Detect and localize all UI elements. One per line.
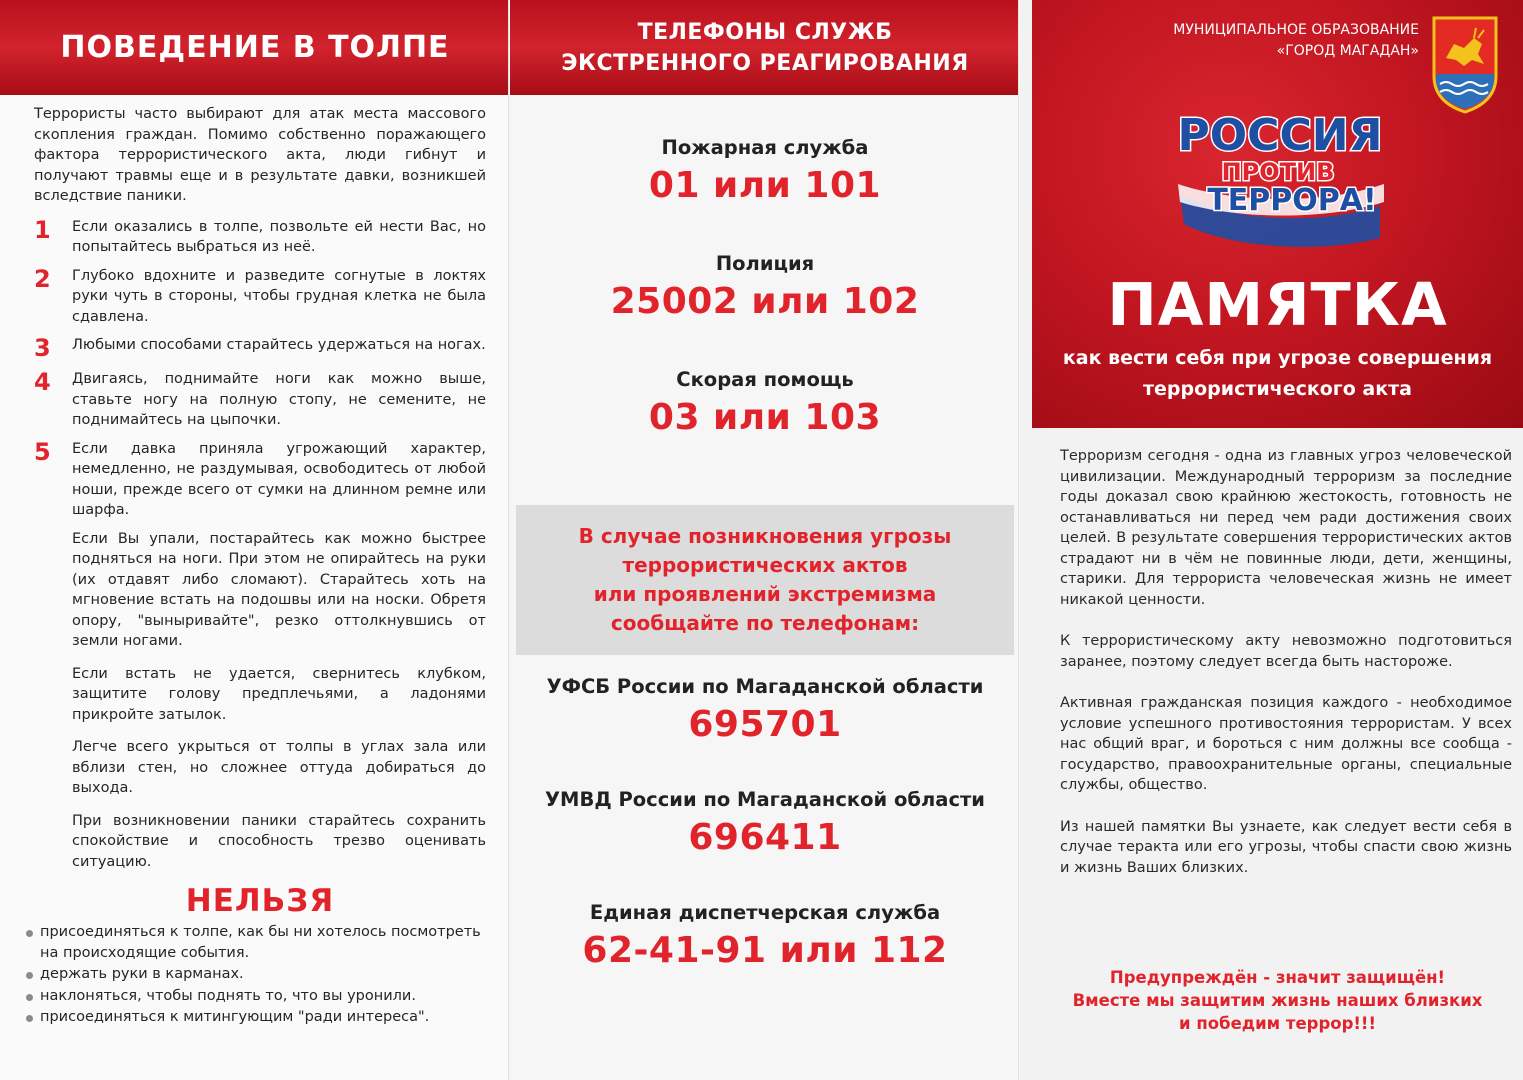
contact-label: УФСБ России по Магаданской области [546,675,984,698]
threat-line: сообщайте по телефонам: [610,611,920,635]
list-item [34,369,486,431]
list-item: держать руки в карманах. [26,964,486,985]
slogan-line: и победим террор!!! [1179,1014,1376,1033]
panel-title-line: ТЕЛЕФОНЫ СЛУЖБ [637,19,893,45]
step-text: Двигаясь, поднимайте ноги как можно выше, ставьте ногу на полную стопу, не семените, не поднимайтесь на цыпочки. [72,371,486,428]
service-phone: 01 или 101 [648,165,882,206]
slogan-line: Предупреждён - значит защищён! [1109,968,1446,987]
step-number: 4 [34,368,51,396]
contact-dispatch [510,901,1020,971]
list-item [34,217,486,258]
cover-body [1060,446,1512,899]
logo-line-2: ПРОТИВ [1221,158,1335,186]
contact-fsb [510,675,1020,745]
contact-phone: 62-41-91 или 112 [582,930,948,971]
advice-paragraph: Легче всего укрыться от толпы в углах зала или вблизи стен, но сложнее оттуда добираться до выхода. [72,739,486,796]
panel-crowd-behavior [0,0,510,1080]
municipality-line: МУНИЦИПАЛЬНОЕ ОБРАЗОВАНИЕ [1173,22,1419,38]
contact-phone: 696411 [688,817,842,858]
body-paragraph: Из нашей памятки Вы узнаете, как следует вести себя в случае теракта или его угрозы, чтобы спасти свою жизнь и жизнь Ваших близких. [1060,818,1512,876]
subtitle-line: как вести себя при угрозе совершения [1062,347,1493,369]
step-text: Если оказались в толпе, позвольте ей нести Вас, но попытайтесь выбраться из неё. [72,218,486,255]
list-item: присоединяться к толпе, как бы ни хотелось посмотреть на происходящие события. [26,922,486,963]
list-item [34,266,486,328]
forbidden-list [26,922,486,1028]
step-number: 5 [34,437,51,466]
step-text: Если давка приняла угрожающий характер, немедленно, не раздумывая, освободитесь от любой ноши, прежде всего от сумки на длинном ремне или шарфа. [72,440,486,518]
service-ambulance [510,368,1020,438]
slogan [1032,966,1523,1035]
step-text: Глубоко вдохните и разведите согнутые в локтях руки чуть в стороны, чтобы грудная клетка не была сдавлена. [72,267,486,325]
advice-paragraph: Если Вы упали, постарайтесь как можно быстрее подняться на ноги. При этом не опирайтесь на руки (их отдавят либо сломают). Старайтесь хоть на мгновение встать на подошвы или на носки. Обретя опору, "выныривайте", резко оттолкнувшись от земли ногами. [72,530,486,649]
municipality-name [1173,20,1419,62]
advice-paragraph: Если встать не удается, свернитесь клубком, защитите голову предплечьями, а ладонями прикройте затылок. [72,665,486,723]
russia-against-terror-logo [1170,98,1390,262]
forbidden-heading: НЕЛЬЗЯ [185,883,335,919]
panel-cover [1020,0,1523,1080]
step-number: 1 [34,215,51,244]
service-phone: 25002 или 102 [610,281,920,322]
threat-notice [516,505,1014,655]
service-label: Скорая помощь [676,368,854,391]
threat-line: В случае позникновения угрозы [578,524,952,548]
step-number: 3 [34,334,51,362]
contact-label: УМВД России по Магаданской области [545,788,985,811]
body-paragraph: Активная гражданская позиция каждого - необходимое условие успешного противостояния террористам. У всех нас общий враг, и бороться с ним должны все сообща - государство, правоохранительные органы, специальные службы, общество. [1060,695,1512,793]
subtitle-line: террористического акта [1143,378,1412,400]
cover-subtitle [1032,343,1523,405]
magadan-coat-of-arms-icon [1430,14,1500,118]
step-text: Любыми способами старайтесь удержаться на ногах. [72,337,486,353]
logo-line-3: ТЕРРОРА! [1207,183,1377,218]
advice-paragraph: При возникновении паники старайтесь сохранить спокойствие и способность трезво оценивать ситуацию. [72,812,486,870]
municipality-line: «ГОРОД МАГАДАН» [1276,43,1419,59]
service-fire [510,136,1020,206]
panel-body [34,104,486,1029]
contact-label: Единая диспетчерская служба [589,901,941,924]
contact-phone: 695701 [688,704,842,745]
body-paragraph: К террористическому акту невозможно подготовиться заранее, поэтому следует всегда быть настороже. [1060,633,1512,670]
cover-title: ПАМЯТКА [1107,270,1448,339]
contact-mvd [510,788,1020,858]
list-item: присоединяться к митингующим "ради интереса". [26,1007,486,1028]
list-item [34,439,486,521]
panel-header [0,0,510,95]
panel-title-line: ЭКСТРЕННОГО РЕАГИРОВАНИЯ [561,50,969,76]
body-paragraph: Терроризм сегодня - одна из главных угроз человеческой цивилизации. Международный терроризм за последние годы доказал свою крайнюю жестокость, готовность не останавливаться ни перед чем ради достижения своих целей. В результате совершения террористических актов страдают ни в чём не повинные люди, дети, женщины, старики. Для террориста человеческая жизнь не имеет никакой ценности. [1060,448,1512,608]
panel-emergency-phones [510,0,1020,1080]
service-phone: 03 или 103 [648,397,882,438]
intro-text: Террористы часто выбирают для атак места массового скопления граждан. Помимо собственно поражающего фактора террористического акта, люди гибнут и получают травмы еще и в результате давки, возникшей вследствие паники. [34,106,486,204]
service-police [510,252,1020,322]
service-label: Пожарная служба [661,136,869,159]
threat-line: или проявлений экстремизма [593,582,937,606]
step-number: 2 [34,264,51,293]
panel-header [510,0,1020,95]
threat-line: террористических актов [622,553,908,577]
slogan-line: Вместе мы защитим жизнь наших близких [1072,991,1483,1010]
list-item: наклоняться, чтобы поднять то, что вы уронили. [26,986,486,1007]
list-item [34,335,486,361]
service-label: Полиция [715,252,815,275]
panel-title: ПОВЕДЕНИЕ В ТОЛПЕ [60,30,450,65]
logo-line-1: РОССИЯ [1177,110,1383,161]
